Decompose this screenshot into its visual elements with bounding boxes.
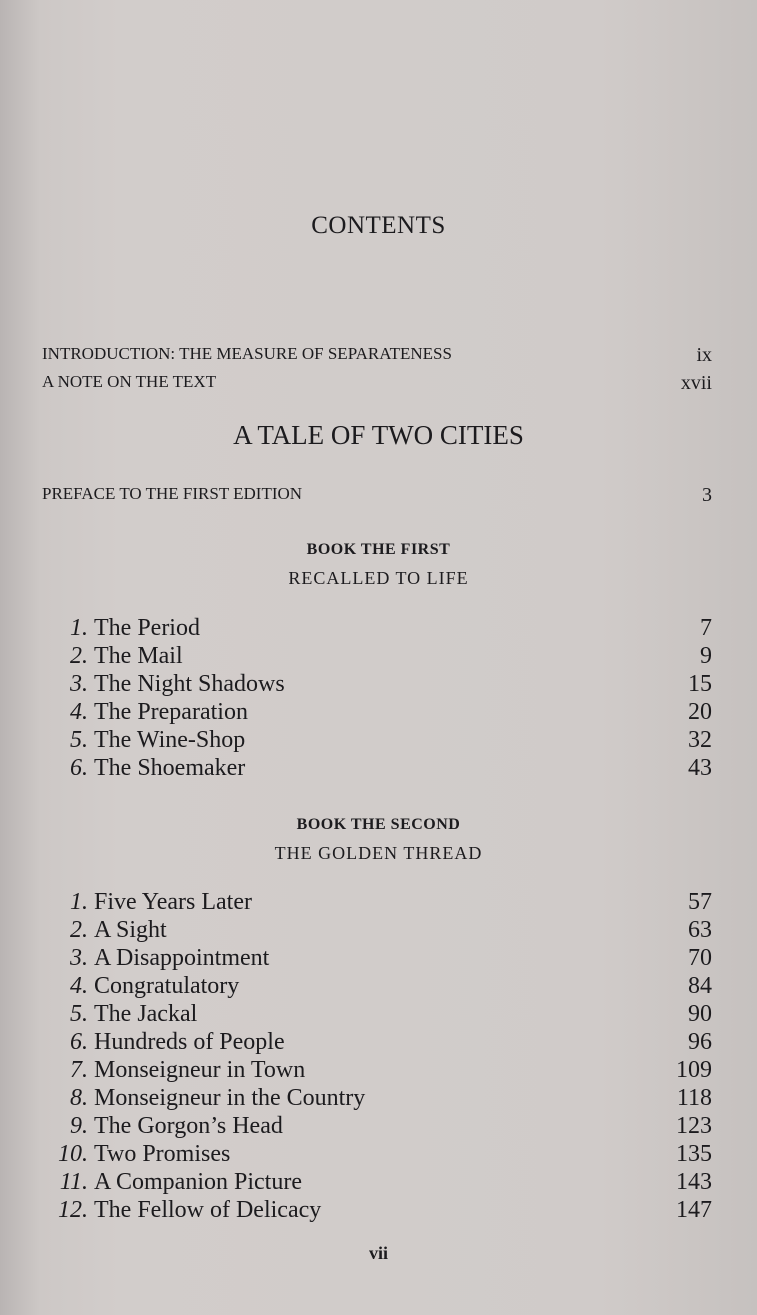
chapter-row: [50, 916, 712, 944]
chapter-page: 32: [688, 727, 712, 753]
chapter-page: 43: [688, 755, 712, 781]
chapter-row: [50, 614, 712, 642]
chapter-page: 96: [688, 1029, 712, 1055]
chapter-row: [50, 1084, 712, 1112]
front-matter-entry-note: [42, 372, 712, 395]
chapter-title: A Companion Picture: [94, 1169, 302, 1195]
chapter-number: 5.: [70, 727, 88, 753]
chapter-number: 12.: [58, 1197, 88, 1223]
page-number: vii: [368, 1243, 388, 1263]
chapter-title: Monseigneur in Town: [94, 1057, 306, 1083]
chapter-page: 135: [676, 1141, 712, 1167]
chapter-title: Congratulatory: [94, 973, 240, 999]
chapter-row: [50, 754, 712, 782]
entry-page: 3: [702, 484, 712, 506]
chapter-number: 2.: [70, 917, 88, 943]
chapter-row: [50, 1140, 712, 1168]
chapter-row: [50, 726, 712, 754]
chapter-number: 2.: [70, 643, 88, 669]
chapter-page: 20: [688, 699, 712, 725]
contents-heading: CONTENTS: [311, 212, 446, 239]
chapter-page: 118: [676, 1085, 712, 1111]
chapter-title: The Preparation: [94, 699, 248, 725]
chapter-row: [50, 698, 712, 726]
chapter-number: 6.: [70, 755, 88, 781]
front-matter-entry-introduction: [42, 344, 712, 367]
chapter-title: Five Years Later: [94, 889, 252, 915]
entry-title: PREFACE TO THE FIRST EDITION: [42, 484, 303, 503]
chapter-number: 10.: [58, 1141, 88, 1167]
chapter-title: The Night Shadows: [94, 671, 285, 697]
chapter-number: 4.: [70, 973, 88, 999]
chapter-page: 15: [688, 671, 712, 697]
entry-title: A NOTE ON THE TEXT: [42, 372, 217, 391]
chapter-page: 57: [688, 889, 712, 915]
chapter-page: 90: [688, 1001, 712, 1027]
chapter-row: [50, 670, 712, 698]
chapter-title: The Jackal: [94, 1001, 198, 1027]
chapter-row: [50, 1112, 712, 1140]
chapter-number: 1.: [70, 615, 88, 641]
chapter-title: The Gorgon’s Head: [94, 1113, 283, 1139]
chapter-number: 8.: [70, 1085, 88, 1111]
book-heading: BOOK THE SECOND: [296, 816, 461, 833]
chapter-row: [50, 888, 712, 916]
entry-page: ix: [696, 344, 712, 366]
chapter-number: 3.: [70, 671, 88, 697]
entry-title: INTRODUCTION: THE MEASURE OF SEPARATENESS: [42, 344, 452, 363]
chapter-number: 11.: [59, 1169, 88, 1195]
chapter-row: [50, 1056, 712, 1084]
chapter-page: 7: [700, 615, 712, 641]
chapter-title: The Shoemaker: [94, 755, 246, 781]
chapter-number: 7.: [70, 1057, 88, 1083]
chapter-title: A Disappointment: [94, 945, 270, 971]
chapter-title: Two Promises: [94, 1141, 231, 1167]
chapter-page: 143: [676, 1169, 712, 1195]
chapter-number: 3.: [70, 945, 88, 971]
chapter-title: The Wine-Shop: [94, 727, 246, 753]
chapter-page: 109: [676, 1057, 712, 1083]
chapter-title: The Fellow of Delicacy: [94, 1197, 322, 1223]
chapter-row: [50, 642, 712, 670]
book-subtitle: THE GOLDEN THREAD: [274, 843, 483, 863]
chapter-title: The Mail: [94, 643, 183, 669]
chapter-page: 147: [676, 1197, 712, 1223]
chapter-row: [50, 944, 712, 972]
chapter-number: 9.: [70, 1113, 88, 1139]
chapter-number: 5.: [70, 1001, 88, 1027]
chapter-title: Monseigneur in the Country: [94, 1085, 366, 1111]
chapter-row: [50, 1028, 712, 1056]
chapter-number: 4.: [70, 699, 88, 725]
chapter-page: 123: [676, 1113, 712, 1139]
book-subtitle: RECALLED TO LIFE: [288, 568, 469, 588]
chapter-title: A Sight: [94, 917, 167, 943]
entry-page: xvii: [680, 372, 712, 394]
chapter-page: 9: [700, 643, 712, 669]
chapter-number: 6.: [70, 1029, 88, 1055]
chapter-page: 63: [688, 917, 712, 943]
chapter-title: Hundreds of People: [94, 1029, 285, 1055]
novel-title: A TALE OF TWO CITIES: [233, 420, 524, 450]
chapter-row: [50, 1168, 712, 1196]
chapter-row: [50, 972, 712, 1000]
chapter-page: 84: [688, 973, 712, 999]
book-heading: BOOK THE FIRST: [306, 541, 451, 558]
chapter-number: 1.: [70, 889, 88, 915]
chapter-row: [50, 1196, 712, 1224]
preface-entry: [42, 484, 712, 507]
chapter-row: [50, 1000, 712, 1028]
chapter-page: 70: [688, 945, 712, 971]
chapter-title: The Period: [94, 615, 200, 641]
